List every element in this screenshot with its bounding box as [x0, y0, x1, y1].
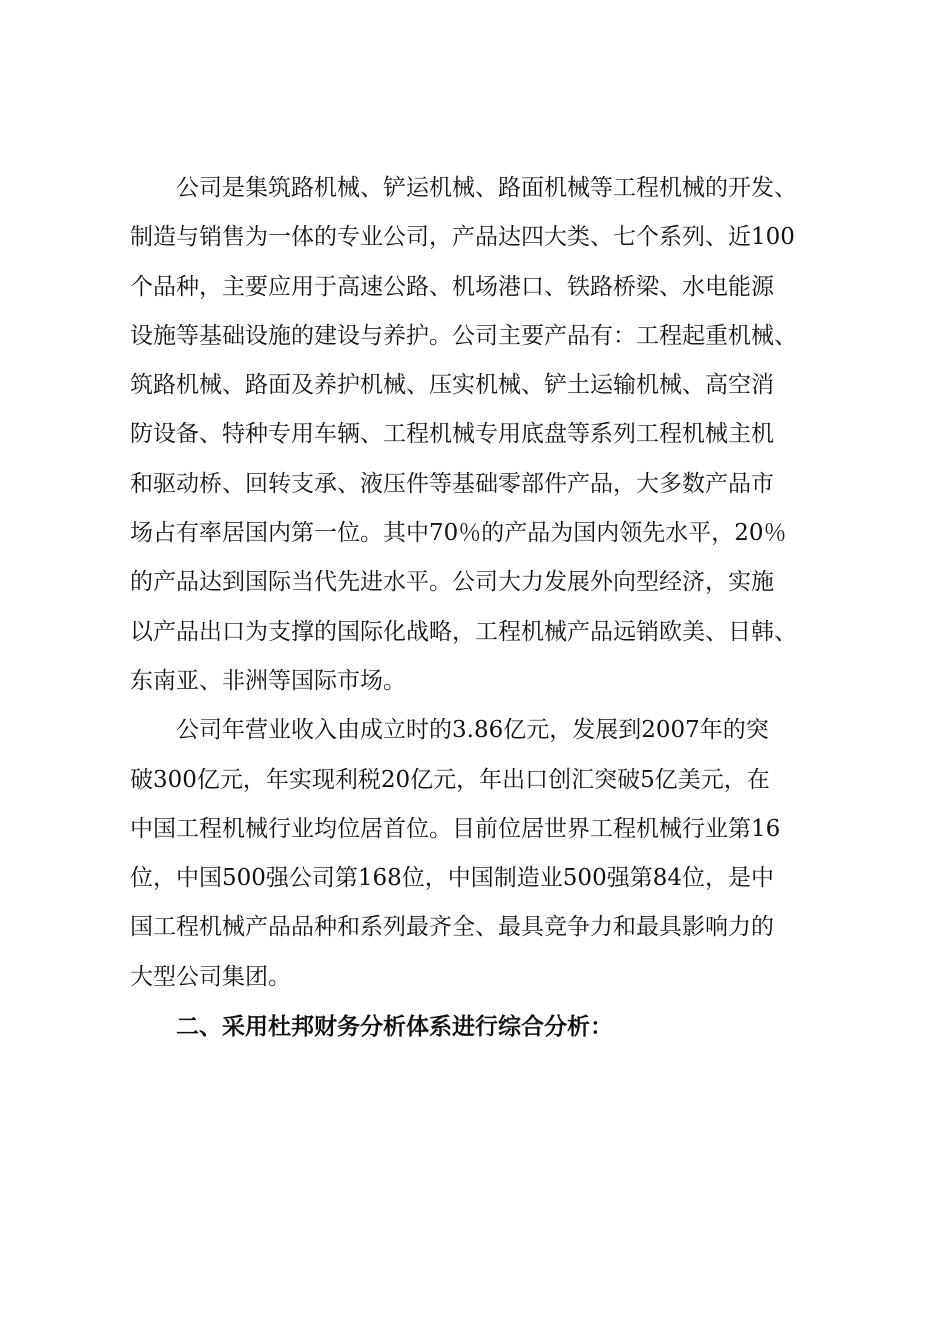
text-line: 破300亿元，年实现利税20亿元，年出口创汇突破5亿美元，在: [130, 766, 770, 793]
text-line: 的产品达到国际当代先进水平。公司大力发展外向型经济，实施: [130, 569, 774, 596]
text-line: 位，中国500强公司第168位，中国制造业500强第84位，是中: [130, 865, 774, 892]
section-heading: 二、采用杜邦财务分析体系进行综合分析：: [176, 1013, 613, 1041]
text-line: 大型公司集团。: [130, 963, 291, 990]
text-line: 制造与销售为一体的专业公司，产品达四大类、七个系列、近100: [130, 224, 795, 251]
text-line: 场占有率居国内第一位。其中70％的产品为国内领先水平，20％: [130, 520, 787, 547]
text-line: 公司是集筑路机械、铲运机械、路面机械等工程机械的开发、: [176, 175, 797, 201]
text-line: 筑路机械、路面及养护机械、压实机械、铲土运输机械、高空消: [130, 372, 774, 399]
text-line: 个品种，主要应用于高速公路、机场港口、铁路桥梁、水电能源: [130, 273, 774, 300]
paragraph-company-revenue: [130, 706, 870, 1002]
text-line: 中国工程机械行业均位居首位。目前位居世界工程机械行业第16: [130, 815, 781, 842]
text-line: 以产品出口为支撑的国际化战略，工程机械产品远销欧美、日韩、: [130, 618, 797, 645]
document-body: [130, 164, 870, 1051]
text-line: 和驱动桥、回转支承、液压件等基础零部件产品，大多数产品市: [130, 470, 774, 497]
text-line: 防设备、特种专用车辆、工程机械专用底盘等系列工程机械主机: [130, 421, 774, 448]
text-line: 国工程机械产品品种和系列最齐全、最具竞争力和最具影响力的: [130, 914, 774, 941]
text-line: 公司年营业收入由成立时的3.86亿元，发展到2007年的突: [176, 717, 769, 744]
text-line: 设施等基础设施的建设与养护。公司主要产品有：工程起重机械、: [130, 322, 797, 349]
paragraph-company-overview: [130, 164, 870, 706]
text-line: 东南亚、非洲等国际市场。: [130, 667, 406, 694]
